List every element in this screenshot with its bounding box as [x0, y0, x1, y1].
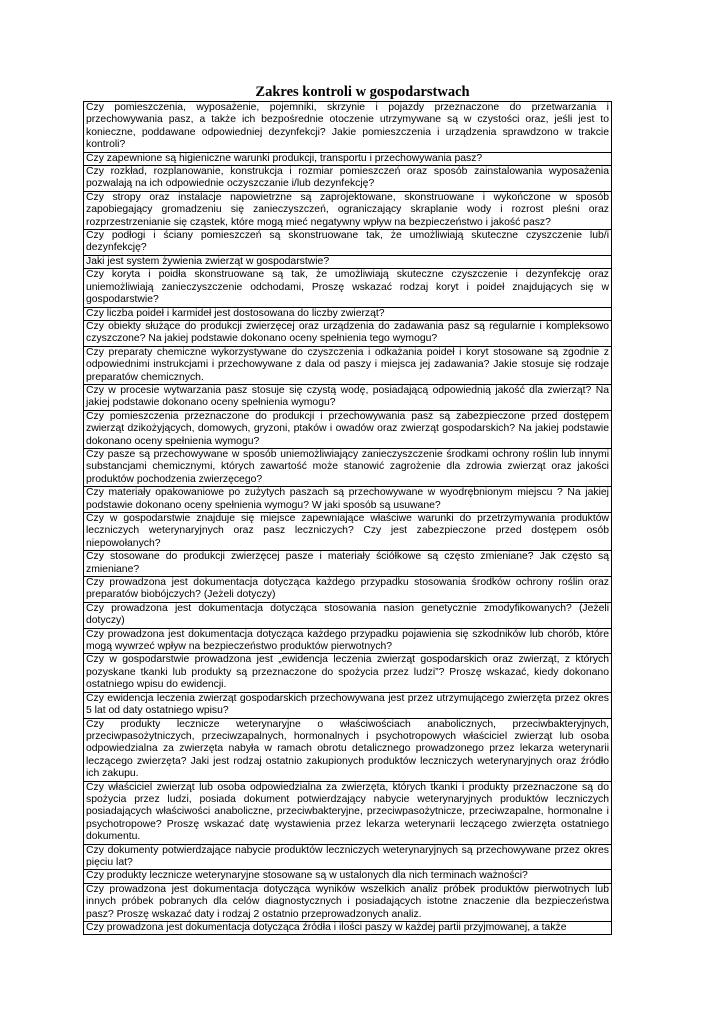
table-row [84, 102, 611, 153]
question-text: Czy prowadzona jest dokumentacja dotycząca wyników wszelkich analiz próbek produktów pierwotnych lub innych próbek pobranych dla celów diagnostycznych i posiadających istotne znaczenie dla bezpieczeństwa pasz? Proszę wskazać daty i rodzaj 2 ostatnio przeprowadzonych analiz. [86, 883, 609, 920]
question-text: Jaki jest system żywienia zwierząt w gospodarstwie? [86, 255, 330, 267]
table-row [84, 870, 611, 883]
table-row [84, 411, 611, 449]
question-text: Czy prowadzona jest dokumentacja dotycząca źródła i ilości paszy w każdej partii przyjmowanej, a także [86, 922, 567, 933]
table-row [84, 922, 611, 935]
table-row [84, 487, 611, 513]
question-text: Czy właściciel zwierząt lub osoba odpowiedzialna za zwierzęta, których tkanki i produkty przeznaczone są do spożycia przez ludzi, posiada dokument potwierdzający nabycie weterynaryjnych produktów leczniczych posiadających właściwości anaboliczne, przeciwbakteryjne, przeciwpasożytnicze, przeciwzapalne, hormonalne i psychotropowe? Proszę wskazać datę wystawienia przez lekarza weterynarii leczącego zwierzęta ostatniego dokumentu. [86, 781, 609, 843]
question-text: Czy zapewnione są higieniczne warunki produkcji, transportu i przechowywania pasz? [86, 152, 483, 164]
question-text: Czy rozkład, rozplanowanie, konstrukcja i rozmiar pomieszczeń oraz sposób zainstalowania wyposażenia pozwalają na ich odpowiednie oczyszczanie i/lub dezynfekcję? [86, 166, 609, 190]
table-row [84, 449, 611, 487]
question-text: Czy koryta i poidła skonstruowane są tak, że umożliwiają skuteczne czyszczenie i dezynfekcję oraz uniemożliwiają zanieczyszczenie odchodami, Proszę wskazać rodzaj koryt i poideł znajdujących się w gospodarstwie? [86, 269, 609, 306]
table-row [84, 347, 611, 385]
table-row [84, 629, 611, 655]
question-text: Czy w gospodarstwie znajduje się miejsce zapewniające właściwe warunki do przetrzymywania produktów leczniczych weterynaryjnych oraz pasz leczniczych? Czy jest zabezpieczone przed dostępem osób niepowołanych? [86, 513, 609, 549]
question-text: Czy w gospodarstwie prowadzona jest „ewidencja leczenia zwierząt gospodarskich oraz zwierząt, z których pozyskane tkanki lub produkty są przeznaczone do spożycia przez ludzi”? Proszę wskazać, kiedy dokonano ostatniego wpisu do ewidencji. [86, 654, 609, 691]
question-text: Czy podłogi i ściany pomieszczeń są skonstruowane tak, że umożliwiają skuteczne czyszczenie lub/i dezynfekcję? [86, 230, 609, 254]
question-text: Czy prowadzona jest dokumentacja dotycząca każdego przypadku pojawienia się szkodników lub chorób, które mogą wywrzeć wpływ na bezpieczeństwo produktów pierwotnych? [86, 628, 609, 653]
question-text: Czy pasze są przechowywane w sposób uniemożliwiający zanieczyszczenie środkami ochrony roślin lub innymi substancjami chemicznymi, których zawartość może stanowić zagrożenie dla zdrowia zwierząt oraz jakości produktów pochodzenia zwierzęcego? [86, 448, 609, 485]
question-text: Czy stosowane do produkcji zwierzęcej pasze i materiały ściółkowe są często zmieniane? Jak często są zmieniane? [86, 551, 609, 575]
table-row [84, 230, 611, 256]
question-text: Czy ewidencja leczenia zwierząt gospodarskich przechowywana jest przez utrzymującego zwierzęta przez okres 5 lat od daty ostatniego wpisu? [86, 692, 609, 717]
table-row [84, 693, 611, 719]
document-title: Zakres kontroli w gospodarstwach [255, 84, 470, 100]
table-row [84, 269, 611, 307]
question-text: Czy pomieszczenia, wyposażenie, pojemniki, skrzynie i pojazdy przeznaczone do przetwarzania i przechowywania pasz, a także ich bezpośrednie otoczenie utrzymywane są w czystości oraz, jeśli jest to konieczne, poddawane odpowiedniej dezynfekcji? Jakie pomieszczenia i urządzenia sprawdzono w trakcie kontroli? [86, 102, 609, 151]
question-text: Czy preparaty chemiczne wykorzystywane do czyszczenia i odkażania poideł i koryt stosowane są zgodnie z odpowiednimi instrukcjami i przechowywane z dala od paszy i miejsca jej zadawania? Jakie stosuje się rodzaje preparatów chemicznych. [86, 346, 609, 383]
table-row [84, 321, 611, 347]
question-text: Czy prowadzona jest dokumentacja dotycząca każdego przypadku stosowania środków ochrony roślin oraz preparatów biobójczych? (Jeżeli dotyczy) [86, 577, 609, 601]
table-row [84, 884, 611, 922]
table-row [84, 308, 611, 321]
inspection-table [83, 101, 612, 935]
table-row [84, 513, 611, 551]
question-text: Czy dokumenty potwierdzające nabycie produktów leczniczych weterynaryjnych są przechowywane przez okres pięciu lat? [86, 844, 609, 868]
question-text: Czy pomieszczenia przeznaczone do produkcji i przechowywania pasz są zabezpieczone przed dostępem zwierząt dzikożyjących, domowych, gryzoni, ptaków i owadów oraz zwierząt gospodarskich? Na jakiej podstawie dokonano oceny spełnienia wymogu? [86, 410, 609, 447]
table-row [84, 153, 611, 166]
table-row [84, 782, 611, 845]
question-text: Czy produkty lecznicze weterynaryjne stosowane są w ustalonych dla nich terminach ważności? [86, 870, 528, 882]
table-row [84, 719, 611, 782]
table-row [84, 654, 611, 692]
table-row [84, 256, 611, 269]
table-row [84, 577, 611, 603]
question-text: Czy liczba poideł i karmideł jest dostosowana do liczby zwierząt? [86, 307, 385, 319]
question-text: Czy produkty lecznicze weterynaryjne o właściwościach anabolicznych, przeciwbakteryjnych, przeciwpasożytniczych, przeciwzapalnych, hormonalnych i psychotropowych właściciel zwierząt lub osoba odpowiedzialna za zwierzęta nabyła w ramach obrotu detalicznego prowadzonego przez lekarza weterynarii leczącego zwierzęta? Jaki jest rodzaj ostatnio zakupionych produktów leczniczych weterynaryjnych oraz źródło ich zakupu. [86, 718, 609, 780]
table-row [84, 845, 611, 871]
table-row [84, 166, 611, 192]
table-row [84, 551, 611, 577]
question-text: Czy obiekty służące do produkcji zwierzęcej oraz urządzenia do zadawania pasz są regularnie i kompleksowo czyszczone? Na jakiej podstawie dokonano oceny spełnienia tego wymogu? [86, 320, 609, 345]
table-row [84, 603, 611, 629]
question-text: Czy stropy oraz instalacje napowietrzne są zaprojektowane, skonstruowane i wykończone w sposób zapobiegający gromadzeniu się zanieczyszczeń, ograniczający skraplanie wody i rozrost pleśni oraz rozprzestrzenianie się cząstek, które mogą mieć negatywny wpływ na bezpieczeństwo i jakość pasz? [86, 191, 609, 228]
question-text: Czy prowadzona jest dokumentacja dotycząca stosowania nasion genetycznie zmodyfikowanych? (Jeżeli dotyczy) [86, 602, 609, 627]
question-text: Czy materiały opakowaniowe po zużytych paszach są przechowywane w wyodrębnionym miejscu ? Na jakiej podstawie dokonano oceny spełnienia wymogu? W jaki sposób są usuwane? [86, 487, 609, 511]
table-row [84, 192, 611, 230]
table-row [84, 385, 611, 411]
question-text: Czy w procesie wytwarzania pasz stosuje się czystą wodę, posiadającą odpowiednią jakość dla zwierząt? Na jakiej podstawie dokonano oceny spełnienia wymogu? [86, 384, 609, 409]
